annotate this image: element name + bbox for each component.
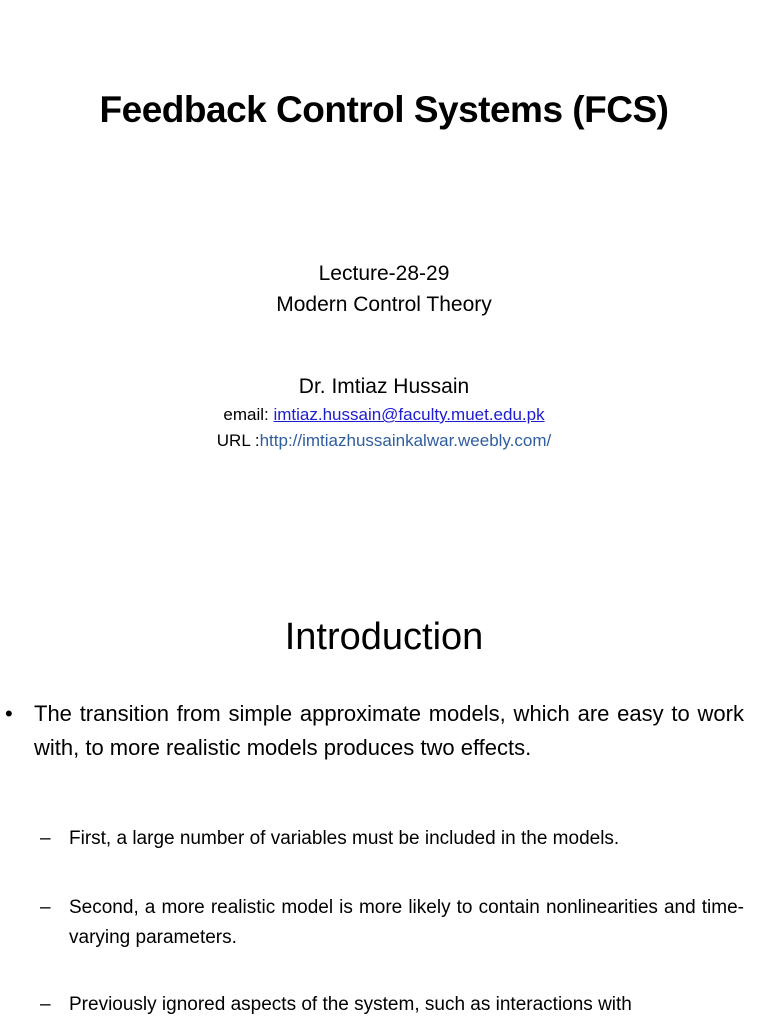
url-line <box>0 428 768 454</box>
lecture-info <box>0 258 768 320</box>
url-link[interactable]: http://imtiazhussainkalwar.weebly.com/ <box>259 431 552 450</box>
section-heading: Introduction <box>284 616 484 658</box>
email-label: email: <box>223 405 274 424</box>
slide-title: Feedback Control Systems (FCS) <box>99 89 669 130</box>
dash-icon: – <box>40 897 51 918</box>
sub-bullet-text: Previously ignored aspects of the system, such as interactions with <box>69 994 632 1015</box>
dash-icon: – <box>40 994 51 1015</box>
email-line <box>0 402 768 428</box>
email-link[interactable]: imtiaz.hussain@faculty.muet.edu.pk <box>273 405 545 424</box>
lecture-topic: Modern Control Theory <box>276 293 492 316</box>
sub-bullet-text: First, a large number of variables must be included in the models. <box>69 828 620 849</box>
sub-bullet-text: Second, a more realistic model is more likely to contain nonlinearities and time-varying parameters. <box>69 897 744 948</box>
lecture-number: Lecture-28-29 <box>318 262 450 285</box>
bullet-icon: • <box>5 701 13 726</box>
author-name: Dr. Imtiaz Hussain <box>298 375 470 398</box>
url-label: URL : <box>216 431 260 450</box>
bullet-text: The transition from simple approximate models, which are easy to work with, to more realistic models produces two effects. <box>34 701 744 760</box>
dash-icon: – <box>40 828 51 849</box>
